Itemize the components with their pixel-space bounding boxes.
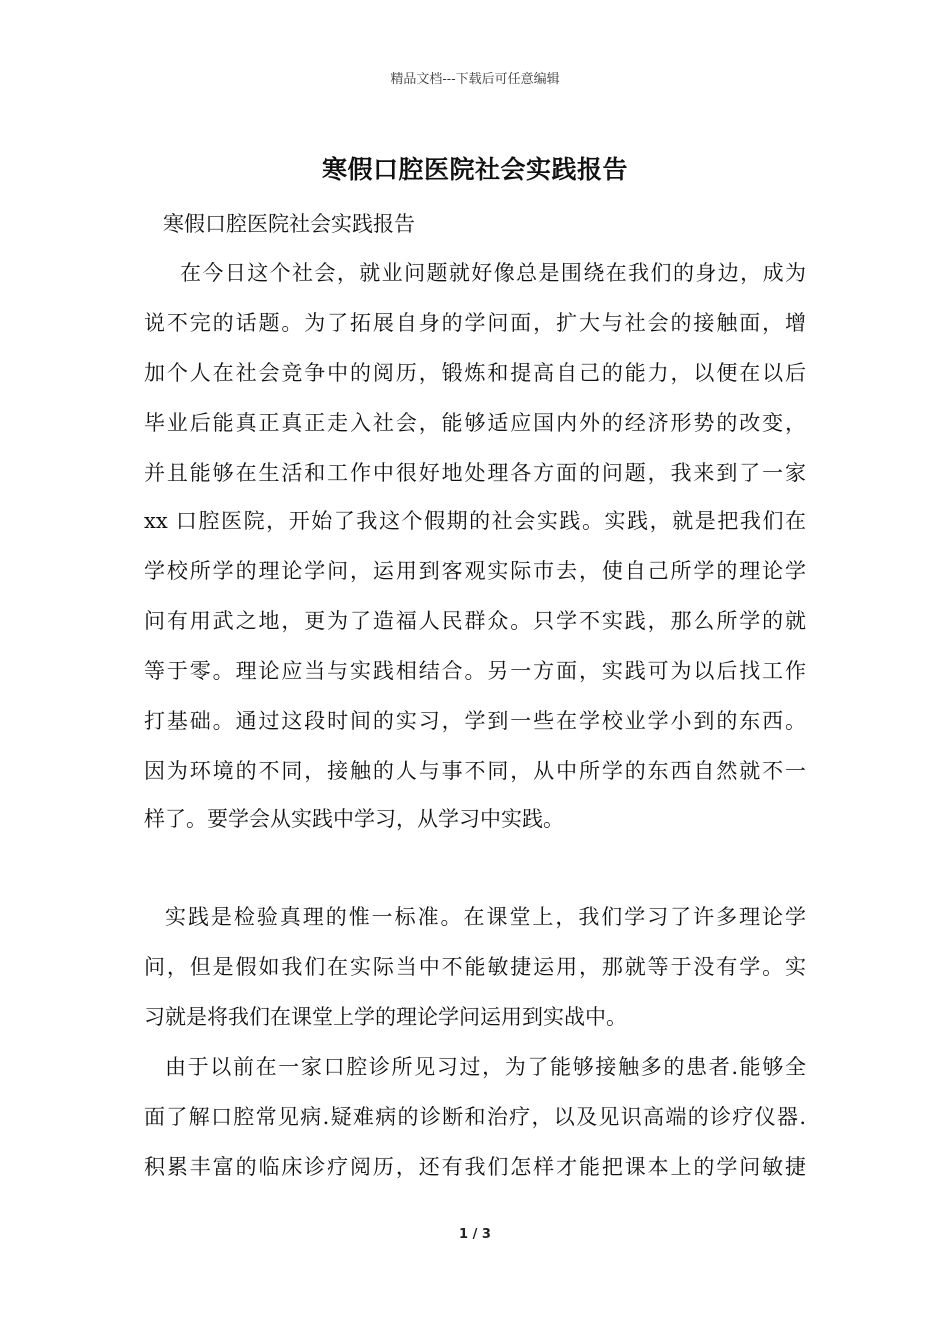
body-line: 并且能够在生活和工作中很好地处理各方面的问题，我来到了一家 [144, 461, 806, 485]
body-line: 加个人在社会竞争中的阅历，锻炼和提高自己的能力，以便在以后 [144, 361, 806, 385]
body-line: 在今日这个社会，就业问题就好像总是围绕在我们的身边，成为 [180, 261, 806, 285]
body-line: 样了。要学会从实践中学习，从学习中实践。 [144, 807, 564, 831]
body-line: xx 口腔医院，开始了我这个假期的社会实践。实践，就是把我们在 [144, 509, 806, 533]
body-line: 由于以前在一家口腔诊所见习过，为了能够接触多的患者.能够全 [165, 1055, 806, 1079]
body-line: 问，但是假如我们在实际当中不能敏捷运用，那就等于没有学。实 [144, 955, 806, 979]
body-line: 积累丰富的临床诊疗阅历，还有我们怎样才能把课本上的学问敏捷 [144, 1155, 806, 1179]
document-title: 寒假口腔医院社会实践报告 [321, 155, 628, 184]
body-line: 面了解口腔常见病.疑难病的诊断和治疗，以及见识高端的诊疗仪器. [144, 1105, 806, 1129]
body-line: 因为环境的不同，接触的人与事不同，从中所学的东西自然就不一 [144, 759, 806, 783]
page-number: 1 / 3 [459, 1227, 491, 1242]
document-subtitle: 寒假口腔医院社会实践报告 [163, 212, 415, 236]
body-line: 打基础。通过这段时间的实习，学到一些在学校业学小到的东西。 [144, 709, 806, 733]
body-line: 习就是将我们在课堂上学的理论学问运用到实战中。 [144, 1005, 627, 1029]
body-line: 实践是检验真理的惟一标准。在课堂上，我们学习了许多理论学 [165, 905, 806, 929]
body-line: 说不完的话题。为了拓展自身的学问面，扩大与社会的接触面，增 [144, 311, 806, 335]
header-note: 精品文档---下载后可任意编辑 [390, 72, 560, 87]
body-line: 毕业后能真正真正走入社会，能够适应国内外的经济形势的改变， [144, 411, 806, 435]
body-line: 学校所学的理论学问，运用到客观实际巿去，使自己所学的理论学 [144, 559, 806, 583]
body-line: 问有用武之地，更为了造福人民群众。只学不实践，那么所学的就 [144, 609, 806, 633]
body-line: 等于零。理论应当与实践相结合。另一方面，实践可为以后找工作 [144, 659, 806, 683]
